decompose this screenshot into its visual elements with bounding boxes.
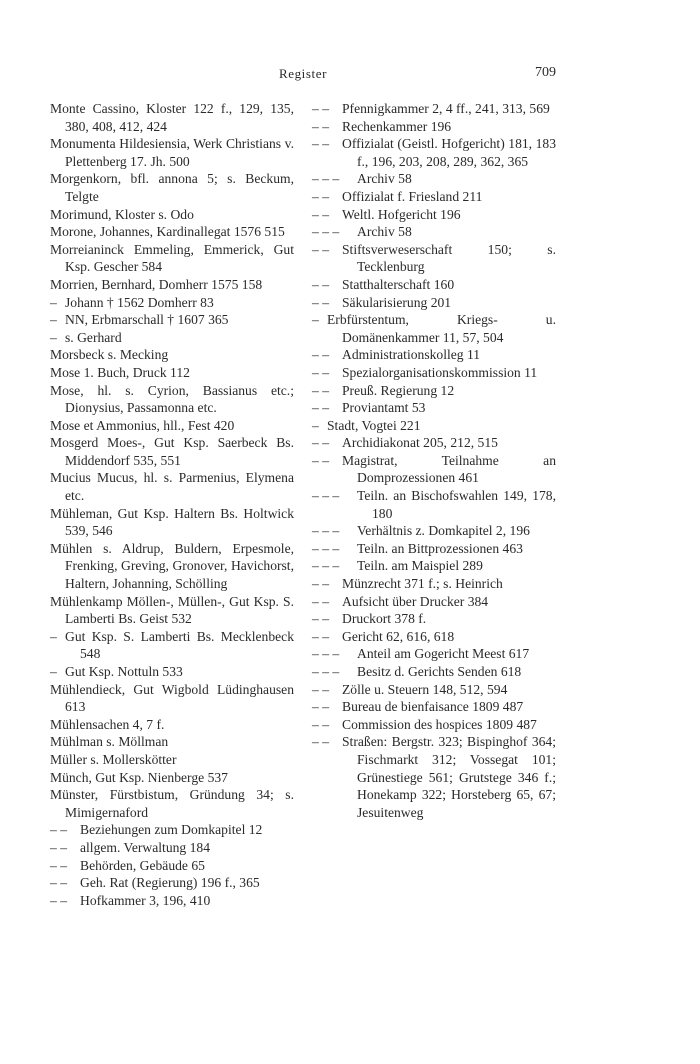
repeat-dash: – – bbox=[312, 188, 329, 204]
index-entry-text: NN, Erbmarschall † 1607 365 bbox=[65, 312, 229, 328]
repeat-dash: – – – bbox=[312, 646, 340, 662]
index-entry bbox=[312, 698, 556, 716]
repeat-dash: – – bbox=[312, 699, 329, 715]
repeat-dash: – – bbox=[312, 276, 329, 292]
index-entry bbox=[312, 241, 556, 276]
repeat-dash: – – bbox=[312, 101, 329, 116]
index-entry bbox=[50, 769, 294, 787]
index-entry-text: Aufsicht über Drucker 384 bbox=[342, 593, 489, 609]
index-entry bbox=[312, 716, 556, 734]
repeat-dash: – bbox=[50, 294, 57, 310]
index-entry bbox=[50, 206, 294, 224]
index-entry-text: Statthalterschaft 160 bbox=[342, 276, 455, 292]
index-entry bbox=[50, 417, 294, 435]
index-entry bbox=[312, 346, 556, 364]
index-entry bbox=[50, 241, 294, 276]
index-entry-text: Säkularisierung 201 bbox=[342, 294, 452, 310]
repeat-dash: – – bbox=[312, 734, 329, 750]
index-entry bbox=[312, 170, 556, 188]
index-entry-text: Mühlendieck, Gut Wigbold Lüdinghausen 613 bbox=[50, 681, 294, 715]
index-entry-text: Morgenkorn, bfl. annona 5; s. Beckum, Telgte bbox=[50, 171, 294, 204]
index-entry bbox=[50, 821, 294, 839]
index-entry bbox=[312, 417, 556, 435]
index-entry-text: Hofkammer 3, 196, 410 bbox=[80, 892, 211, 908]
index-entry bbox=[312, 206, 556, 224]
index-entry-text: Rechenkammer 196 bbox=[342, 118, 452, 134]
index-entry bbox=[50, 311, 294, 329]
repeat-dash: – – bbox=[312, 206, 329, 222]
index-entry bbox=[50, 663, 294, 681]
index-entry-text: Mühlenkamp Möllen-, Müllen-, Gut Ksp. S. Lamberti Bs. Geist 532 bbox=[50, 593, 294, 627]
index-entry-text: Weltl. Hofgericht 196 bbox=[342, 206, 461, 222]
index-entry bbox=[50, 346, 294, 364]
index-entry bbox=[50, 294, 294, 312]
index-entry bbox=[312, 399, 556, 417]
index-entry-text: Stadt, Vogtei 221 bbox=[327, 417, 421, 433]
repeat-dash: – – bbox=[50, 875, 67, 891]
index-column-right bbox=[312, 100, 556, 821]
index-entry bbox=[312, 311, 556, 346]
repeat-dash: – – – bbox=[312, 171, 340, 187]
repeat-dash: – – bbox=[312, 241, 329, 257]
index-entry-text: Mose et Ammonius, hll., Fest 420 bbox=[50, 417, 235, 433]
index-entry-text: Morreianinck Emmeling, Emmerick, Gut Ksp. Gescher 584 bbox=[50, 241, 294, 275]
running-title: Register bbox=[278, 66, 328, 81]
index-entry bbox=[50, 733, 294, 751]
index-entry-text: Zölle u. Steuern 148, 512, 594 bbox=[342, 681, 508, 697]
index-entry bbox=[50, 751, 294, 769]
index-entry-text: Stiftsverweserschaft 150; s. Tecklenburg bbox=[342, 241, 556, 275]
index-entry bbox=[312, 663, 556, 681]
index-entry-text: Müller s. Mollerskötter bbox=[50, 751, 177, 767]
index-entry-text: Gut Ksp. Nottuln 533 bbox=[65, 664, 183, 679]
repeat-dash: – – bbox=[50, 892, 67, 908]
index-entry-text: s. Gerhard bbox=[65, 329, 122, 345]
page-number: 709 bbox=[535, 65, 556, 80]
repeat-dash: – bbox=[312, 312, 319, 328]
index-entry-text: Mose, hl. s. Cyrion, Bassianus etc.; Dionysius, Passamonna etc. bbox=[50, 382, 294, 416]
index-entry bbox=[312, 118, 556, 136]
repeat-dash: – – bbox=[312, 136, 329, 152]
index-entry bbox=[50, 681, 294, 716]
index-entry-text: Morone, Johannes, Kardinallegat 1576 515 bbox=[50, 224, 285, 240]
index-column-left bbox=[50, 100, 294, 909]
index-entry-text: Johann † 1562 Domherr 83 bbox=[65, 294, 214, 310]
index-entry-text: Behörden, Gebäude 65 bbox=[80, 857, 205, 873]
index-entry-text: Mose 1. Buch, Druck 112 bbox=[50, 364, 190, 380]
repeat-dash: – – bbox=[312, 681, 329, 697]
index-entry-text: Offizialat (Geistl. Hofgericht) 181, 183 f., 196, 203, 208, 289, 362, 365 bbox=[342, 136, 556, 169]
index-entry-text: Teiln. an Bischofswahlen 149, 178, 180 bbox=[357, 488, 556, 521]
index-entry bbox=[50, 135, 294, 170]
index-entry-text: Morimund, Kloster s. Odo bbox=[50, 206, 194, 222]
index-entry bbox=[312, 610, 556, 628]
index-entry-text: Morrien, Bernhard, Domherr 1575 158 bbox=[50, 276, 263, 292]
index-entry-text: Preuß. Regierung 12 bbox=[342, 382, 455, 398]
index-entry-text: Monte Cassino, Kloster 122 f., 129, 135, 380, 408, 412, 424 bbox=[50, 101, 294, 134]
repeat-dash: – – – bbox=[312, 540, 340, 556]
repeat-dash: – bbox=[50, 664, 57, 679]
index-entry bbox=[50, 716, 294, 734]
repeat-dash: – – bbox=[312, 435, 329, 451]
repeat-dash: – – – bbox=[312, 558, 340, 574]
page-header bbox=[50, 62, 556, 82]
index-entry bbox=[50, 170, 294, 205]
index-entry bbox=[312, 681, 556, 699]
index-entry bbox=[312, 645, 556, 663]
index-entry bbox=[50, 505, 294, 540]
index-entry-text: Besitz d. Gerichts Senden 618 bbox=[357, 664, 522, 679]
index-entry-text: Mühlensachen 4, 7 f. bbox=[50, 716, 165, 732]
index-entry bbox=[312, 135, 556, 170]
index-entry-text: Straßen: Bergstr. 323; Bispinghof 364; Fischmarkt 312; Vossegat 101; Grünestiege 561; Grutstege 346 f.; Honekamp 322; Horsteberg 65, 67; Jesuitenweg bbox=[342, 734, 556, 820]
index-entry bbox=[312, 382, 556, 400]
repeat-dash: – – bbox=[312, 118, 329, 134]
index-entry bbox=[50, 839, 294, 857]
index-entry-text: Verhältnis z. Domkapitel 2, 196 bbox=[357, 523, 530, 539]
index-entry-text: Druckort 378 f. bbox=[342, 611, 427, 627]
index-entry bbox=[50, 540, 294, 593]
index-entry-text: Archiv 58 bbox=[357, 171, 412, 187]
index-entry-text: Münster, Fürstbistum, Gründung 34; s. Mimigernaford bbox=[50, 787, 294, 820]
repeat-dash: – – bbox=[312, 294, 329, 310]
index-entry bbox=[50, 223, 294, 241]
index-entry bbox=[312, 575, 556, 593]
index-entry-text: Gut Ksp. S. Lamberti Bs. Mecklenbeck 548 bbox=[65, 628, 294, 662]
index-entry bbox=[312, 628, 556, 646]
index-entry bbox=[50, 786, 294, 821]
repeat-dash: – – – bbox=[312, 523, 340, 539]
index-entry-text: Beziehungen zum Domkapitel 12 bbox=[80, 822, 263, 838]
index-entry bbox=[312, 223, 556, 241]
repeat-dash: – – bbox=[50, 839, 67, 855]
index-entry-text: Monumenta Hildesiensia, Werk Christians v. Plettenberg 17. Jh. 500 bbox=[50, 136, 294, 169]
index-entry-text: Pfennigkammer 2, 4 ff., 241, 313, 569 bbox=[342, 101, 550, 116]
index-entry-text: Magistrat, Teilnahme an Domprozessionen 461 bbox=[342, 452, 556, 486]
repeat-dash: – bbox=[50, 312, 57, 328]
index-entry bbox=[50, 469, 294, 504]
index-entry-text: Mühlman s. Möllman bbox=[50, 734, 169, 750]
index-entry-text: Geh. Rat (Regierung) 196 f., 365 bbox=[80, 875, 260, 891]
repeat-dash: – – bbox=[312, 593, 329, 609]
repeat-dash: – – bbox=[312, 576, 329, 592]
index-entry bbox=[312, 276, 556, 294]
index-entry bbox=[312, 434, 556, 452]
index-entry bbox=[50, 329, 294, 347]
index-entry bbox=[50, 593, 294, 628]
index-entry bbox=[312, 364, 556, 382]
index-entry-text: Teiln. am Maispiel 289 bbox=[357, 558, 483, 574]
index-entry bbox=[50, 434, 294, 469]
index-entry bbox=[312, 540, 556, 558]
index-entry bbox=[50, 857, 294, 875]
index-entry bbox=[50, 100, 294, 135]
repeat-dash: – – bbox=[312, 716, 329, 732]
index-entry-text: Teiln. an Bittprozessionen 463 bbox=[357, 540, 523, 556]
repeat-dash: – – bbox=[312, 382, 329, 398]
index-entry-text: allgem. Verwaltung 184 bbox=[80, 839, 210, 855]
index-entry-text: Proviantamt 53 bbox=[342, 400, 426, 416]
repeat-dash: – – – bbox=[312, 224, 340, 240]
repeat-dash: – – bbox=[312, 400, 329, 416]
repeat-dash: – – bbox=[312, 628, 329, 644]
index-entry bbox=[312, 100, 556, 118]
index-entry bbox=[50, 628, 294, 663]
index-entry-text: Archiv 58 bbox=[357, 224, 412, 240]
index-entry bbox=[50, 382, 294, 417]
index-entry bbox=[50, 874, 294, 892]
repeat-dash: – – – bbox=[312, 488, 340, 504]
repeat-dash: – – bbox=[312, 347, 329, 363]
repeat-dash: – – bbox=[312, 452, 329, 468]
repeat-dash: – – bbox=[312, 611, 329, 627]
index-entry bbox=[312, 188, 556, 206]
index-entry bbox=[312, 522, 556, 540]
index-entry bbox=[312, 452, 556, 487]
index-entry-text: Erbfürstentum, Kriegs- u. Domänenkammer 11, 57, 504 bbox=[327, 312, 556, 345]
repeat-dash: – bbox=[312, 417, 319, 433]
index-entry-text: Mosgerd Moes-, Gut Ksp. Saerbeck Bs. Middendorf 535, 551 bbox=[50, 435, 294, 468]
repeat-dash: – – bbox=[50, 822, 67, 838]
index-entry-text: Morsbeck s. Mecking bbox=[50, 347, 169, 363]
index-entry-text: Münzrecht 371 f.; s. Heinrich bbox=[342, 576, 503, 592]
index-entry-text: Mühleman, Gut Ksp. Haltern Bs. Holtwick 539, 546 bbox=[50, 505, 294, 539]
index-entry bbox=[312, 593, 556, 611]
index-entry-text: Archidiakonat 205, 212, 515 bbox=[342, 435, 498, 451]
index-entry bbox=[50, 276, 294, 294]
repeat-dash: – bbox=[50, 628, 57, 644]
repeat-dash: – bbox=[50, 329, 57, 345]
index-entry bbox=[312, 733, 556, 821]
index-entry-text: Mucius Mucus, hl. s. Parmenius, Elymena etc. bbox=[50, 470, 294, 504]
repeat-dash: – – bbox=[50, 857, 67, 873]
index-entry bbox=[312, 294, 556, 312]
index-entry bbox=[312, 557, 556, 575]
index-entry bbox=[312, 487, 556, 522]
repeat-dash: – – – bbox=[312, 664, 340, 679]
index-entry-text: Gericht 62, 616, 618 bbox=[342, 628, 455, 644]
repeat-dash: – – bbox=[312, 364, 329, 380]
index-entry-text: Administrationskolleg 11 bbox=[342, 347, 481, 363]
index-entry-text: Mühlen s. Aldrup, Buldern, Erpesmole, Frenking, Greving, Gronover, Havichorst, Haltern, Johanning, Schölling bbox=[50, 540, 294, 592]
index-entry-text: Commission des hospices 1809 487 bbox=[342, 716, 537, 732]
index-entry-text: Offizialat f. Friesland 211 bbox=[342, 188, 483, 204]
index-entry bbox=[50, 892, 294, 910]
index-entry-text: Spezialorganisationskommission 11 bbox=[342, 364, 538, 380]
index-entry bbox=[50, 364, 294, 382]
index-entry-text: Anteil am Gogericht Meest 617 bbox=[357, 646, 530, 662]
index-entry-text: Münch, Gut Ksp. Nienberge 537 bbox=[50, 769, 228, 785]
index-entry-text: Bureau de bienfaisance 1809 487 bbox=[342, 699, 524, 715]
